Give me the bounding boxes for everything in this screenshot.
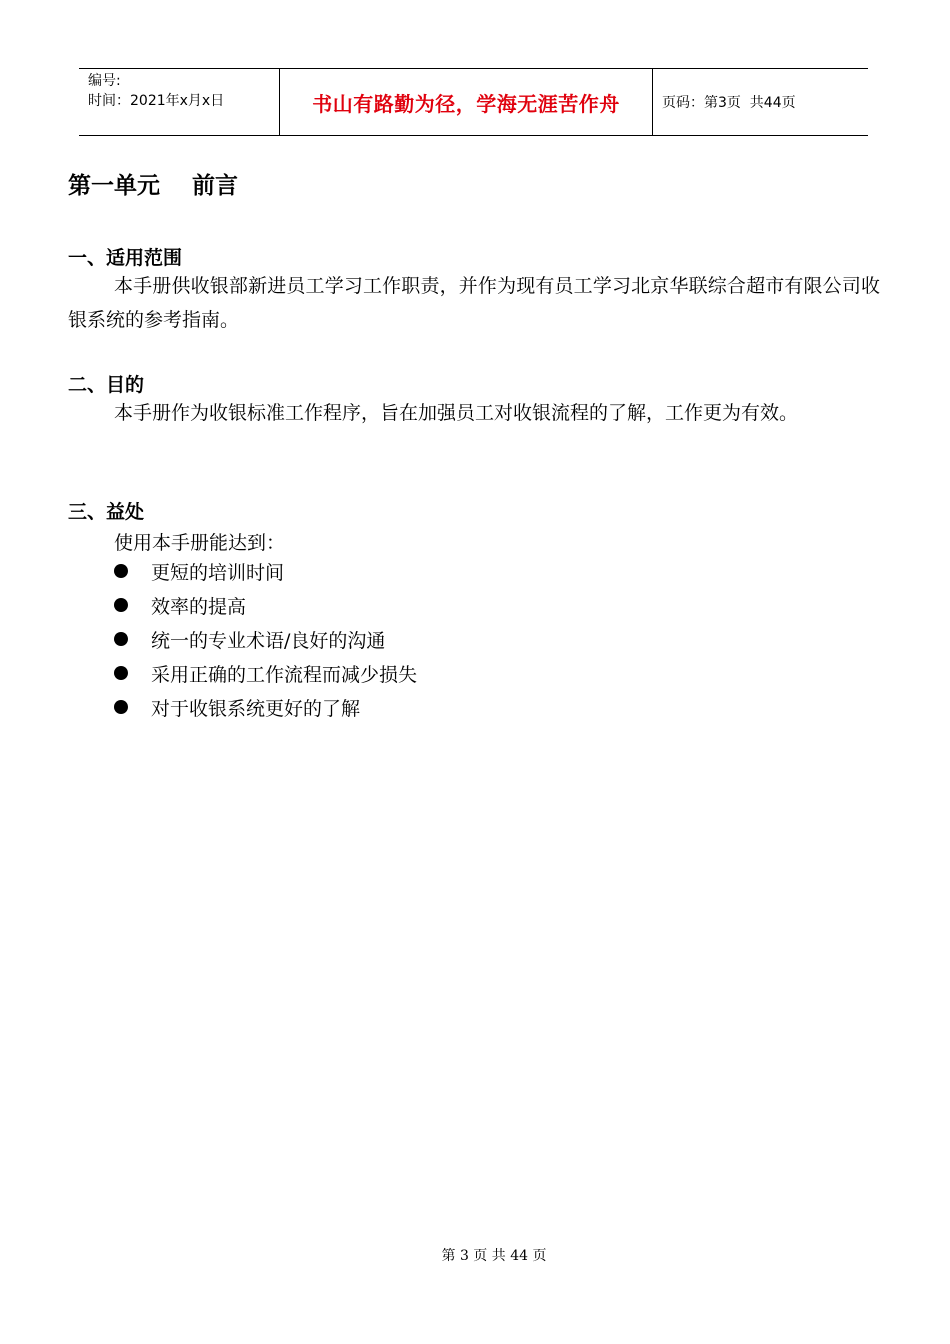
header-meta: [79, 69, 280, 135]
list-item: [110, 588, 417, 622]
list-item-text: 采用正确的工作流程而减少损失: [151, 663, 418, 686]
section-heading-scope: 一、适用范围: [68, 247, 183, 269]
bullet-icon: [114, 564, 128, 578]
list-item: [110, 554, 417, 588]
bullet-icon: [114, 700, 128, 714]
list-item-text: 效率的提高: [151, 595, 247, 618]
document-number-label: 编号:: [88, 73, 121, 89]
bullet-icon: [114, 666, 128, 680]
section-text-scope: 本手册供收银部新进员工学习工作职责，并作为现有员工学习北京华联综合超市有限公司收银系统的参考指南。: [68, 275, 880, 331]
list-item: [110, 690, 417, 724]
section-heading-benefits: 三、益处: [68, 501, 145, 523]
header-motto: 书山有路勤为径，学海无涯苦作舟: [280, 69, 653, 135]
section-heading-purpose: 二、目的: [68, 374, 145, 396]
list-item-text: 统一的专业术语/良好的沟通: [151, 629, 386, 652]
unit-title: 第一单元 前言: [68, 173, 239, 199]
list-item-text: 对于收银系统更好的了解: [151, 697, 361, 720]
document-date: 时间：2021年x月x日: [88, 93, 225, 109]
header-page-info: [653, 69, 868, 135]
bullet-icon: [114, 632, 128, 646]
page-header: [79, 68, 868, 136]
benefits-intro: 使用本手册能达到：: [114, 532, 286, 554]
page-footer: 第 3 页 共 44 页: [441, 1248, 547, 1264]
benefits-list: [110, 554, 417, 724]
bullet-icon: [114, 598, 128, 612]
list-item: [110, 622, 417, 656]
page-info-text: 页码：第3页 共44页: [662, 95, 796, 111]
list-item: [110, 656, 417, 690]
section-text-purpose: 本手册作为收银标准工作程序，旨在加强员工对收银流程的了解，工作更为有效。: [114, 402, 799, 424]
list-item-text: 更短的培训时间: [151, 561, 285, 584]
